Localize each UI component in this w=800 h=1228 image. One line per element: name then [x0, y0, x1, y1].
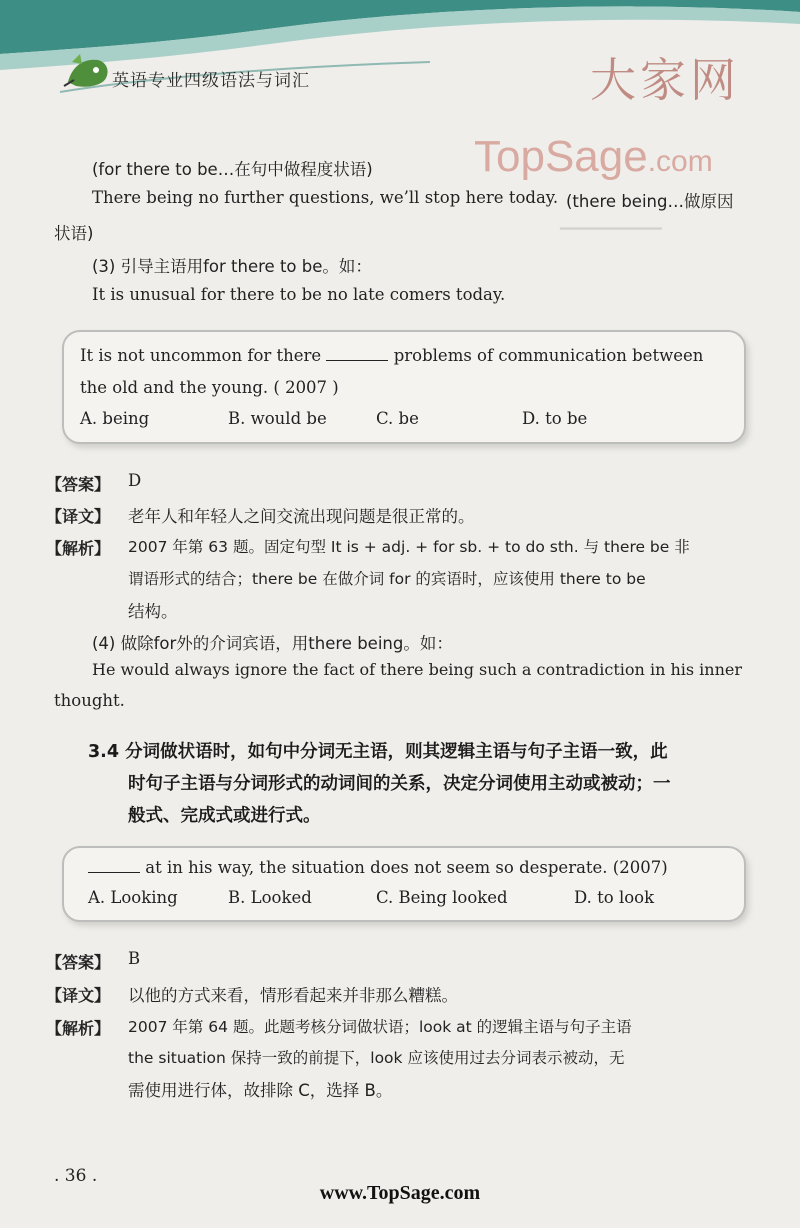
answer1-analysis-2: 谓语形式的结合；there be 在做介词 for 的宾语时，应该使用 there to be	[128, 570, 646, 588]
answer1-analysis-1: 2007 年第 63 题。固定句型 It is + adj. + for sb. + to do sth. 与 there be 非	[128, 538, 690, 556]
question1-option-b: B. would be	[228, 409, 327, 428]
body-line-1: (for there to be…在句中做程度状语)	[92, 160, 373, 179]
question1-stem-line1	[80, 346, 703, 365]
question2-option-c: C. Being looked	[376, 888, 508, 907]
question2-option-d: D. to look	[574, 888, 655, 907]
question1-stem-c: the old and the young. ( 2007 )	[80, 378, 339, 397]
body-line-6: He would always ignore the fact of there being such a contradiction in his inner	[92, 660, 743, 679]
question1-stem-a: It is not uncommon for there	[80, 346, 322, 365]
answer1-analysis-tag: 【解析】	[46, 539, 111, 558]
question1-option-c: C. be	[376, 409, 419, 428]
answer2-analysis-1: 2007 年第 64 题。此题考核分词做状语；look at 的逻辑主语与句子主语	[128, 1018, 632, 1036]
body-line-2c: 状语)	[54, 224, 94, 243]
watermark-en-suffix: .com	[647, 145, 713, 178]
footer-url: www.TopSage.com	[319, 1182, 481, 1204]
bleed-through-decoration: ━━━━━━━━━━━━━	[560, 222, 662, 237]
answer2-analysis-2: the situation 保持一致的前提下，look 应该使用过去分词表示被动，无	[128, 1049, 625, 1067]
answer1-answer: D	[128, 471, 142, 490]
answer2-translation: 以他的方式来看，情形看起来并非那么糟糕。	[128, 986, 458, 1005]
question1-blank	[326, 346, 388, 361]
section-3-4-line2: 时句子主语与分词形式的动词间的关系，决定分词使用主动或被动；一	[128, 774, 671, 794]
watermark-logo-cn: 大家网	[590, 53, 740, 107]
question2-stem: at in his way, the situation does not seem so desperate. (2007)	[145, 858, 668, 877]
answer1-analysis-3: 结构。	[128, 602, 178, 621]
answer1-translation: 老年人和年轻人之间交流出现问题是很正常的。	[128, 507, 475, 526]
body-line-7: thought.	[54, 691, 125, 710]
question2-stem-line	[88, 858, 668, 877]
body-line-2a: There being no further questions, we’ll stop here today.	[92, 188, 559, 207]
question1-option-a: A. being	[80, 409, 150, 428]
body-line-5: (4) 做除for外的介词宾语，用there being。如：	[92, 634, 453, 653]
answer1-translation-tag: 【译文】	[46, 507, 111, 526]
answer2-answer: B	[128, 949, 141, 968]
section-3-4-line1: 3.4 分词做状语时，如句中分词无主语，则其逻辑主语与句子主语一致，此	[88, 742, 668, 762]
question2-option-a: A. Looking	[88, 888, 178, 907]
answer1-answer-tag: 【答案】	[46, 475, 111, 494]
answer2-answer-tag: 【答案】	[46, 953, 111, 972]
section-3-4-line3: 般式、完成式或进行式。	[128, 806, 321, 826]
watermark-en-main: TopSage	[474, 132, 648, 181]
body-line-4: It is unusual for there to be no late comers today.	[92, 285, 506, 304]
question2-option-b: B. Looked	[228, 888, 312, 907]
body-line-3: (3) 引导主语用for there to be。如：	[92, 257, 372, 276]
answer2-analysis-tag: 【解析】	[46, 1019, 111, 1038]
question2-blank	[88, 858, 140, 873]
question1-stem-b: problems of communication between	[393, 346, 704, 365]
page-number: . 36 .	[54, 1166, 98, 1186]
answer2-analysis-3: 需使用进行体，故排除 C，选择 B。	[128, 1081, 393, 1100]
question1-option-d: D. to be	[522, 409, 588, 428]
watermark-logo-en	[474, 132, 713, 182]
body-line-2b: (there being…做原因	[566, 192, 734, 211]
book-title: 英语专业四级语法与词汇	[112, 71, 310, 91]
answer2-translation-tag: 【译文】	[46, 986, 111, 1005]
mascot-icon	[62, 52, 112, 92]
